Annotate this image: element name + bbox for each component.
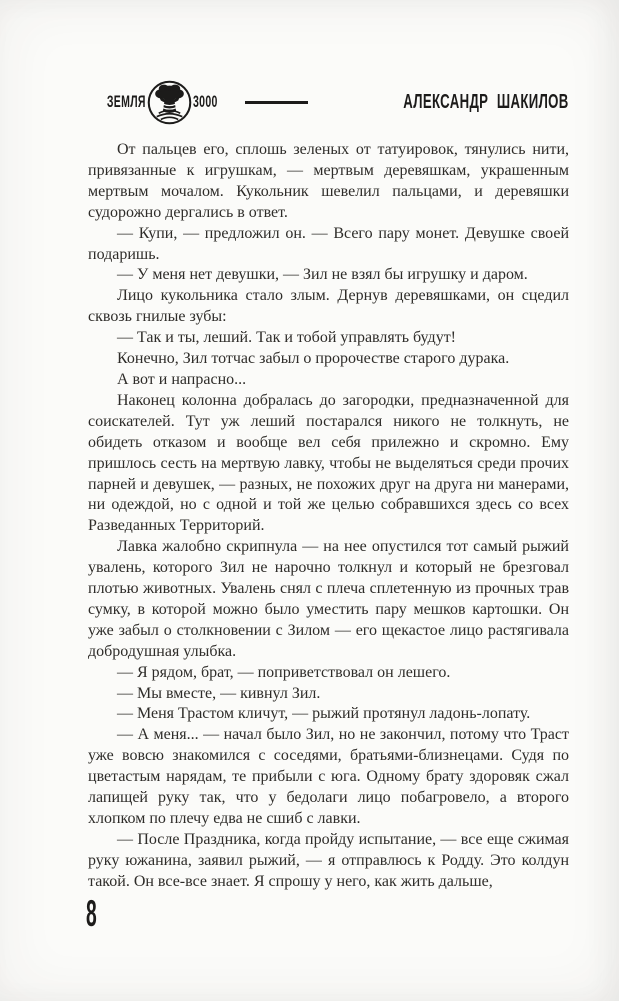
paragraph: — А меня... — начал было Зил, но не закончил, потому что Траст уже вовсю знакомился с соседями, братьями-близнецами. Судя по цветастым нарядам, те прибыли с юга. Одному брату здоровяк сжал лапищей руку так, что у бедолаги лицо побагровело, а второго хлопком по плечу едва не сшиб с лавки.	[88, 726, 569, 827]
paragraph: Лицо кукольника стало злым. Дернув деревяшками, он сцедил сквозь гнилые зубы:	[88, 287, 569, 326]
author-name: АЛЕКСАНДР ШАКИЛОВ	[403, 90, 569, 113]
paragraph: — Так и ты, леший. Так и тобой управлять будут!	[117, 329, 457, 347]
paragraph: — Купи, — предложил он. — Всего пару монет. Девушке своей подаришь.	[88, 224, 569, 263]
paragraph: Наконец колонна добралась до загородки, предназначенной для соискателей. Тут уж леший постарался никого не толкнуть, не обидеть отказом и вообще вел себя прилежно и скромно. Ему пришлось сесть на мертвую лавку, чтобы не выделяться среди прочих парней и девушек, — разных, не похожих друг на друга ни манерами, ни одеждой, но с одной и той же целью собравшихся здесь со всех Разведанных Территорий.	[88, 391, 569, 535]
page-number: 8	[86, 893, 97, 934]
paragraph: — После Праздника, когда пройду испытание, — все еще сжимая руку южанина, заявил рыжий, — я отправлюсь к Родду. Это колдун такой. Он все-все знает. Я спрошу у него, как жить дальше,	[88, 830, 569, 890]
mushroom-cloud-logo-icon	[147, 80, 192, 125]
series-title-left: ЗЕМЛЯ	[106, 92, 146, 111]
paragraph: Конечно, Зил тотчас забыл о пророчестве старого дурака.	[117, 350, 510, 368]
paragraph: — Мы вместе, — кивнул Зил.	[117, 684, 321, 702]
page-body-text	[88, 140, 569, 893]
paragraph: А вот и напрасно...	[117, 370, 247, 388]
header-rule-line	[245, 101, 309, 104]
paragraph: — Я рядом, брат, — поприветствовал он лешего.	[117, 663, 451, 681]
paragraph: — Меня Трастом кличут, — рыжий протянул ладонь-лопату.	[117, 705, 531, 723]
page-header	[83, 78, 569, 126]
paragraph: — У меня нет девушки, — Зил не взял бы игрушку и даром.	[117, 266, 528, 284]
paragraph: От пальцев его, сплошь зеленых от татуировок, тянулись нити, привязанные к игрушкам, — мертвым деревяшкам, украшенным мертвым мочалом. Кукольник шевелил пальцами, и деревяшки судорожно дергались в ответ.	[88, 141, 569, 221]
paragraph: Лавка жалобно скрипнула — на нее опустился тот самый рыжий увалень, которого Зил не нарочно толкнул и который не брезговал плотью животных. Увалень снял с плеча сплетенную из прочных трав сумку, в которой можно было уместить пару мешков картошки. Он уже забыл о столкновении с Зилом — его щекастое лицо растягивала добродушная улыбка.	[88, 538, 569, 660]
series-title-right: 3000	[192, 92, 218, 111]
